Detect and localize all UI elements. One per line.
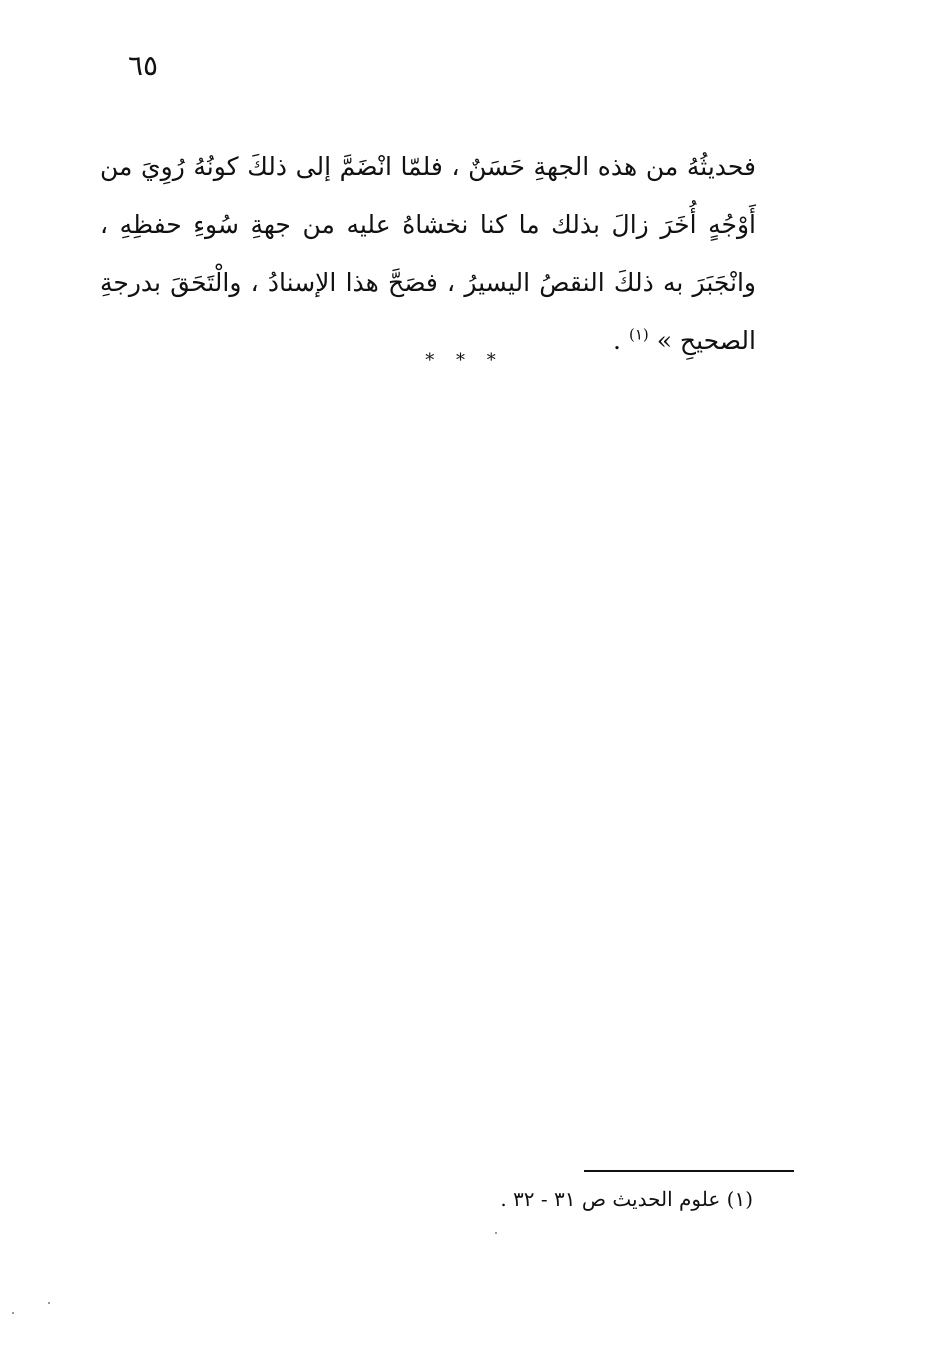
body-paragraph: [100, 138, 756, 370]
footnote-reference: (١): [628, 325, 649, 344]
scan-speck: [495, 1232, 497, 1234]
footnote-rule: [584, 1170, 794, 1172]
section-separator: * * *: [425, 350, 504, 371]
body-line-2: أَوْجُهٍ أُخَرَ زالَ بذلك ما كنا نخشاهُ عليه من جهةِ سُوءِ حفظِهِ ،: [100, 210, 756, 239]
body-line-3: وانْجَبَرَ به ذلكَ النقصُ اليسيرُ ، فصَحَّ هذا الإسنادُ ، والْتَحَقَ بدرجةِ: [100, 268, 756, 297]
body-line-1: فحديثُهُ من هذه الجهةِ حَسَنٌ ، فلمّا انْضَمَّ إلى ذلكَ كونُهُ رُوِيَ من: [100, 152, 756, 181]
scan-speck: [48, 1302, 50, 1304]
final-period: .: [613, 326, 621, 355]
body-line-4-text: الصحيحِ »: [656, 326, 756, 355]
scan-speck: [12, 1312, 14, 1314]
page-number: ٦٥: [128, 49, 159, 82]
footnote-text: (١) علوم الحديث ص ٣١ - ٣٢ .: [500, 1187, 753, 1211]
